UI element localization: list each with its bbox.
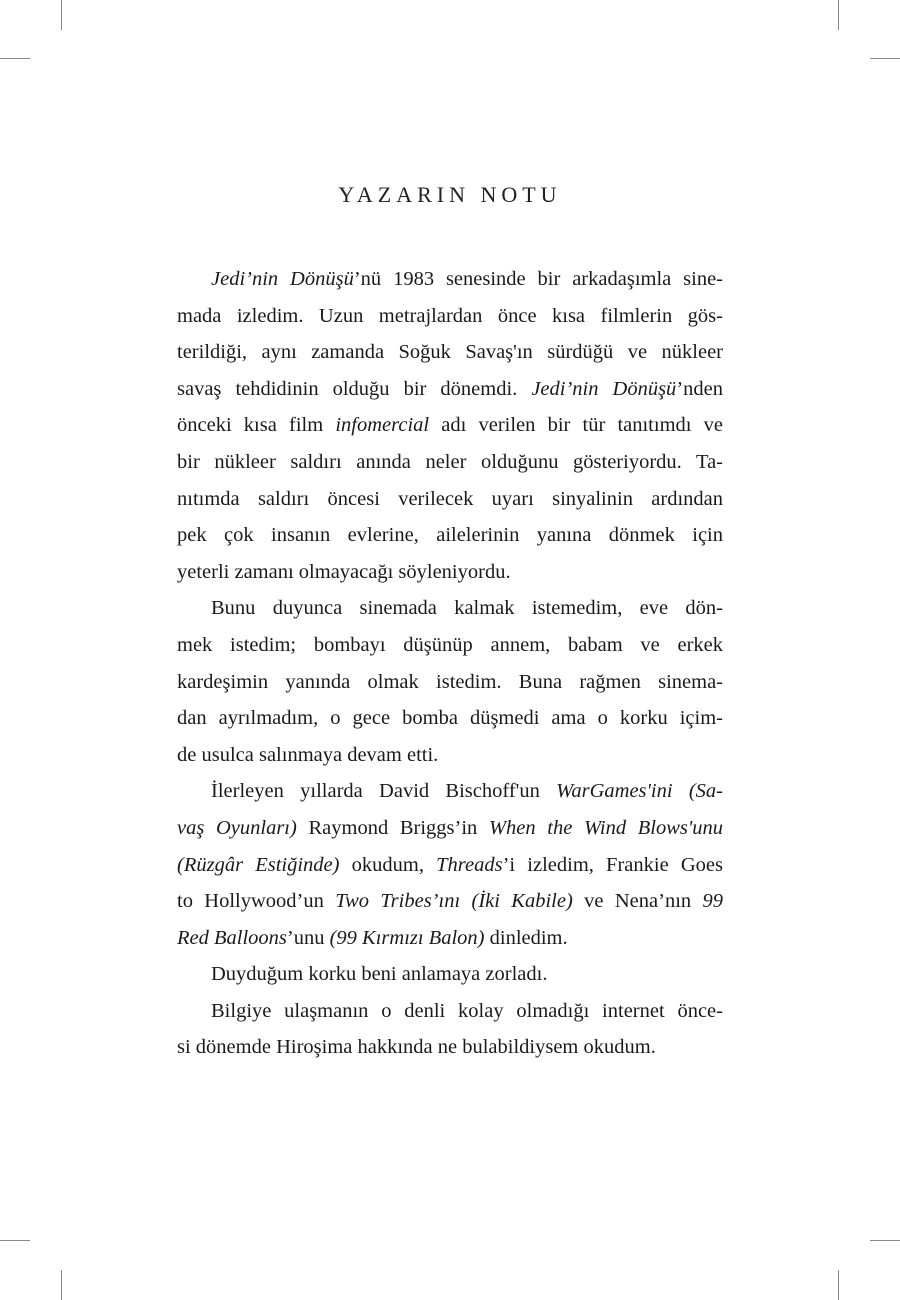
- text-line: [177, 664, 723, 701]
- text-run: bir nükleer saldırı anında neler olduğunu gösteriyordu. Ta-: [177, 450, 723, 473]
- crop-mark-right-top: [870, 58, 900, 59]
- text-line: [177, 371, 723, 408]
- text-line: [177, 517, 723, 554]
- text-run: önceki kısa film: [177, 414, 336, 437]
- italic-title: Red Balloons: [177, 926, 287, 949]
- text-run: dan ayrılmadım, o gece bomba düşmedi ama o korku içim-: [177, 707, 723, 730]
- text-run: ’nden: [676, 377, 723, 400]
- text-line: [177, 810, 723, 847]
- text-run: de usulca salınmaya devam etti.: [177, 743, 439, 766]
- text-run: ’nü 1983 senesinde bir arkadaşımla sine-: [353, 268, 723, 290]
- text-run: nıtımda saldırı öncesi verilecek uyarı sinyalinin ardından: [177, 487, 723, 510]
- italic-title: infomercial: [335, 414, 430, 437]
- text-run: Raymond Briggs’in: [296, 816, 489, 839]
- text-line: [177, 261, 723, 298]
- text-line: [177, 444, 723, 481]
- text-line: [177, 334, 723, 371]
- crop-mark-bottom-left: [61, 1270, 62, 1300]
- text-run: adı verilen bir tür tanıtımdı ve: [429, 414, 723, 437]
- text-run: pek çok insanın evlerine, ailelerinin yanına dönmek için: [177, 524, 723, 547]
- text-run: Duyduğum korku beni anlamaya zorladı.: [211, 963, 548, 986]
- page-title: YAZARIN NOTU: [338, 182, 562, 207]
- crop-mark-left-top: [0, 58, 30, 59]
- text-run: ve Nena’nın: [572, 890, 703, 913]
- text-run: İlerleyen yıllarda David Bischoff'un: [211, 780, 557, 803]
- text-run: ’i izledim, Frankie Goes: [502, 853, 723, 876]
- text-line: [177, 481, 723, 518]
- crop-mark-top-left: [61, 0, 62, 30]
- italic-title: Jedi’nin Dönüşü: [531, 377, 677, 400]
- text-line: [177, 407, 723, 444]
- italic-title: When the Wind Blows'unu: [488, 816, 723, 839]
- text-run: to Hollywood’un: [177, 890, 336, 913]
- text-run: dinledim.: [484, 926, 568, 949]
- text-line: [177, 1029, 723, 1066]
- text-line: [177, 956, 723, 993]
- text-run: mek istedim; bombayı düşünüp annem, babam ve erkek: [177, 633, 723, 656]
- italic-title: vaş Oyunları): [177, 816, 297, 839]
- text-line: [177, 298, 723, 335]
- italic-title: (99 Kırmızı Balon): [329, 926, 485, 949]
- text-line: [177, 920, 723, 957]
- text-run: kardeşimin yanında olmak istedim. Buna rağmen sinema-: [177, 670, 723, 693]
- text-run: okudum,: [339, 853, 437, 876]
- text-run: ’unu: [286, 926, 330, 949]
- italic-title: Jedi’nin Dönüşü: [211, 268, 354, 290]
- text-line: [177, 737, 723, 774]
- crop-mark-right-bottom: [870, 1240, 900, 1241]
- italic-title: (Rüzgâr Estiğinde): [177, 853, 340, 876]
- text-run: yeterli zamanı olmayacağı söyleniyordu.: [177, 560, 511, 583]
- crop-mark-top-right: [838, 0, 839, 30]
- text-run: Bunu duyunca sinemada kalmak istemedim, eve dön-: [211, 597, 723, 620]
- italic-title: WarGames'ini (Sa-: [556, 780, 723, 803]
- text-run: si dönemde Hiroşima hakkında ne bulabildiysem okudum.: [177, 1036, 656, 1059]
- text-line: [177, 993, 723, 1030]
- text-line: [177, 700, 723, 737]
- text-run: savaş tehdidinin olduğu bir dönemdi.: [177, 377, 532, 400]
- text-line: [177, 554, 723, 591]
- crop-mark-left-bottom: [0, 1240, 30, 1241]
- italic-title: Two Tribes’ını (İki Kabile): [335, 890, 573, 913]
- italic-title: Threads: [436, 853, 503, 876]
- body-text: [177, 261, 723, 1066]
- crop-mark-bottom-right: [838, 1270, 839, 1300]
- text-run: terildiği, aynı zamanda Soğuk Savaş'ın sürdüğü ve nükleer: [177, 341, 723, 364]
- text-line: [177, 847, 723, 884]
- text-line: [177, 883, 723, 920]
- text-run: mada izledim. Uzun metrajlardan önce kısa filmlerin gös-: [177, 304, 723, 327]
- text-line: [177, 590, 723, 627]
- italic-title: 99: [702, 890, 724, 913]
- text-line: [177, 773, 723, 810]
- text-run: Bilgiye ulaşmanın o denli kolay olmadığı internet önce-: [211, 999, 723, 1022]
- text-line: [177, 627, 723, 664]
